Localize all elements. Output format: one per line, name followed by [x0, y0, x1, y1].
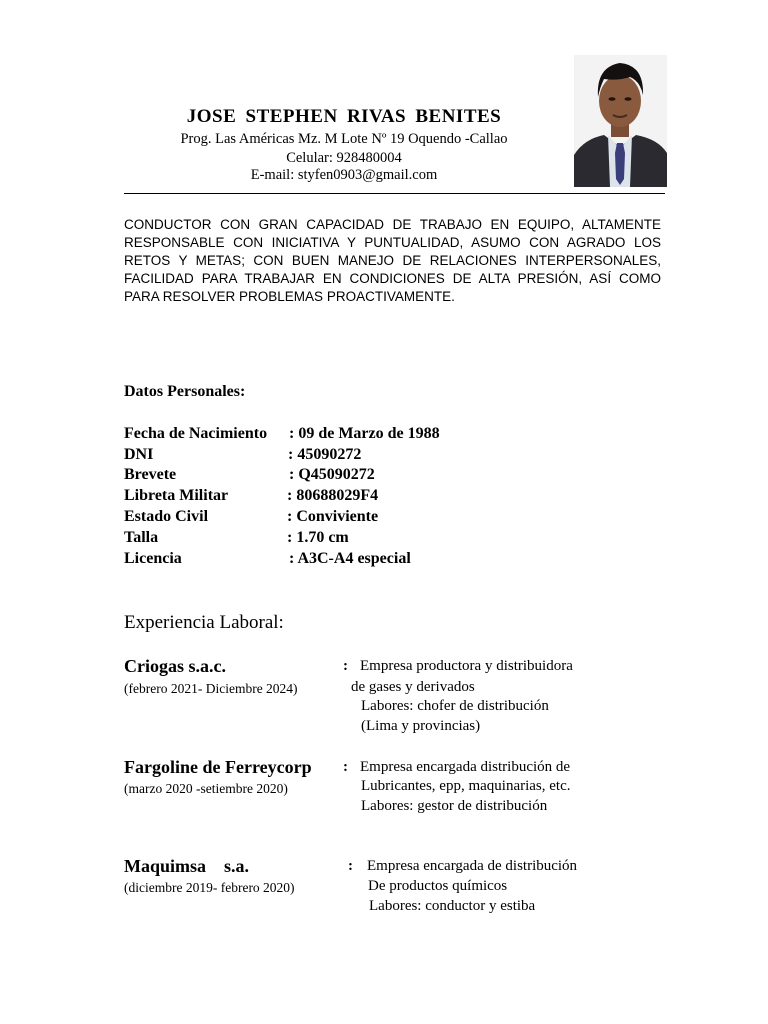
profile-summary: CONDUCTOR CON GRAN CAPACIDAD DE TRABAJO EN EQUIPO, ALTAMENTE RESPONSABLE CON INICIATIVA Y PUNTUALIDAD, ASUMO CON AGRADO LOS RETOS Y METAS; CON BUEN MANEJO DE RELACIONES INTERPERSONALES, FACILIDAD PARA TRABAJAR EN CONDICIONES DE ALTA PRESIÓN, ASÍ COMO PARA RESOLVER PROBLEMAS PROACTIVAMENTE.: [124, 217, 661, 304]
job-dates: (febrero 2021- Diciembre 2024): [124, 681, 298, 696]
field-label-dni: DNI: [124, 446, 154, 463]
job-desc-line: de gases y derivados: [351, 679, 475, 695]
job-dates: (marzo 2020 -setiembre 2020): [124, 781, 288, 796]
experience-heading: Experiencia Laboral:: [124, 612, 284, 633]
job-dates: (diciembre 2019- febrero 2020): [124, 880, 295, 895]
job-desc-line: Empresa encargada de distribución: [367, 858, 578, 874]
job-desc-line: Labores: conductor y estiba: [369, 898, 536, 914]
job-colon: :: [348, 858, 353, 874]
job-desc-line: Labores: chofer de distribución: [361, 698, 549, 714]
field-value-birthdate: : 09 de Marzo de 1988: [289, 425, 440, 442]
field-label-license-class: Licencia: [124, 550, 182, 567]
job-desc-line: (Lima y provincias): [361, 718, 481, 734]
job-company: Fargoline de Ferreycorp: [124, 757, 312, 777]
field-label-birthdate: Fecha de Nacimiento: [124, 425, 268, 442]
field-label-civil-status: Estado Civil: [124, 508, 209, 525]
personal-data-heading: Datos Personales:: [124, 383, 246, 400]
job-colon: :: [343, 658, 348, 674]
phone-line: Celular: 928480004: [286, 150, 402, 166]
field-label-height: Talla: [124, 529, 159, 546]
portrait-icon: [574, 55, 667, 187]
job-colon: :: [343, 759, 348, 775]
job-desc-line: Labores: gestor de distribución: [361, 798, 548, 814]
field-value-height: : 1.70 cm: [287, 529, 349, 546]
job-company: Maquimsa s.a.: [124, 856, 250, 876]
field-label-license-number: Brevete: [124, 466, 177, 483]
profile-photo: [574, 55, 667, 187]
job-desc-line: Empresa productora y distribuidora: [360, 658, 573, 674]
candidate-name: JOSE STEPHEN RIVAS BENITES: [186, 106, 502, 127]
field-value-license-class: : A3C-A4 especial: [289, 550, 411, 567]
job-company: Criogas s.a.c.: [124, 656, 226, 676]
job-desc-line: Lubricantes, epp, maquinarias, etc.: [361, 778, 571, 794]
field-value-dni: : 45090272: [288, 446, 362, 463]
header-divider: [124, 193, 665, 194]
address-line: Prog. Las Américas Mz. M Lote Nº 19 Oquendo -Callao: [180, 131, 508, 147]
email-line: E-mail: styfen0903@gmail.com: [250, 167, 438, 183]
field-value-civil-status: : Conviviente: [287, 508, 379, 525]
field-label-military-id: Libreta Militar: [124, 487, 229, 504]
field-value-license-number: : Q45090272: [289, 466, 375, 483]
field-value-military-id: : 80688029F4: [287, 487, 379, 504]
job-desc-line: Empresa encargada distribución de: [360, 759, 571, 775]
job-desc-line: De productos químicos: [368, 878, 508, 894]
